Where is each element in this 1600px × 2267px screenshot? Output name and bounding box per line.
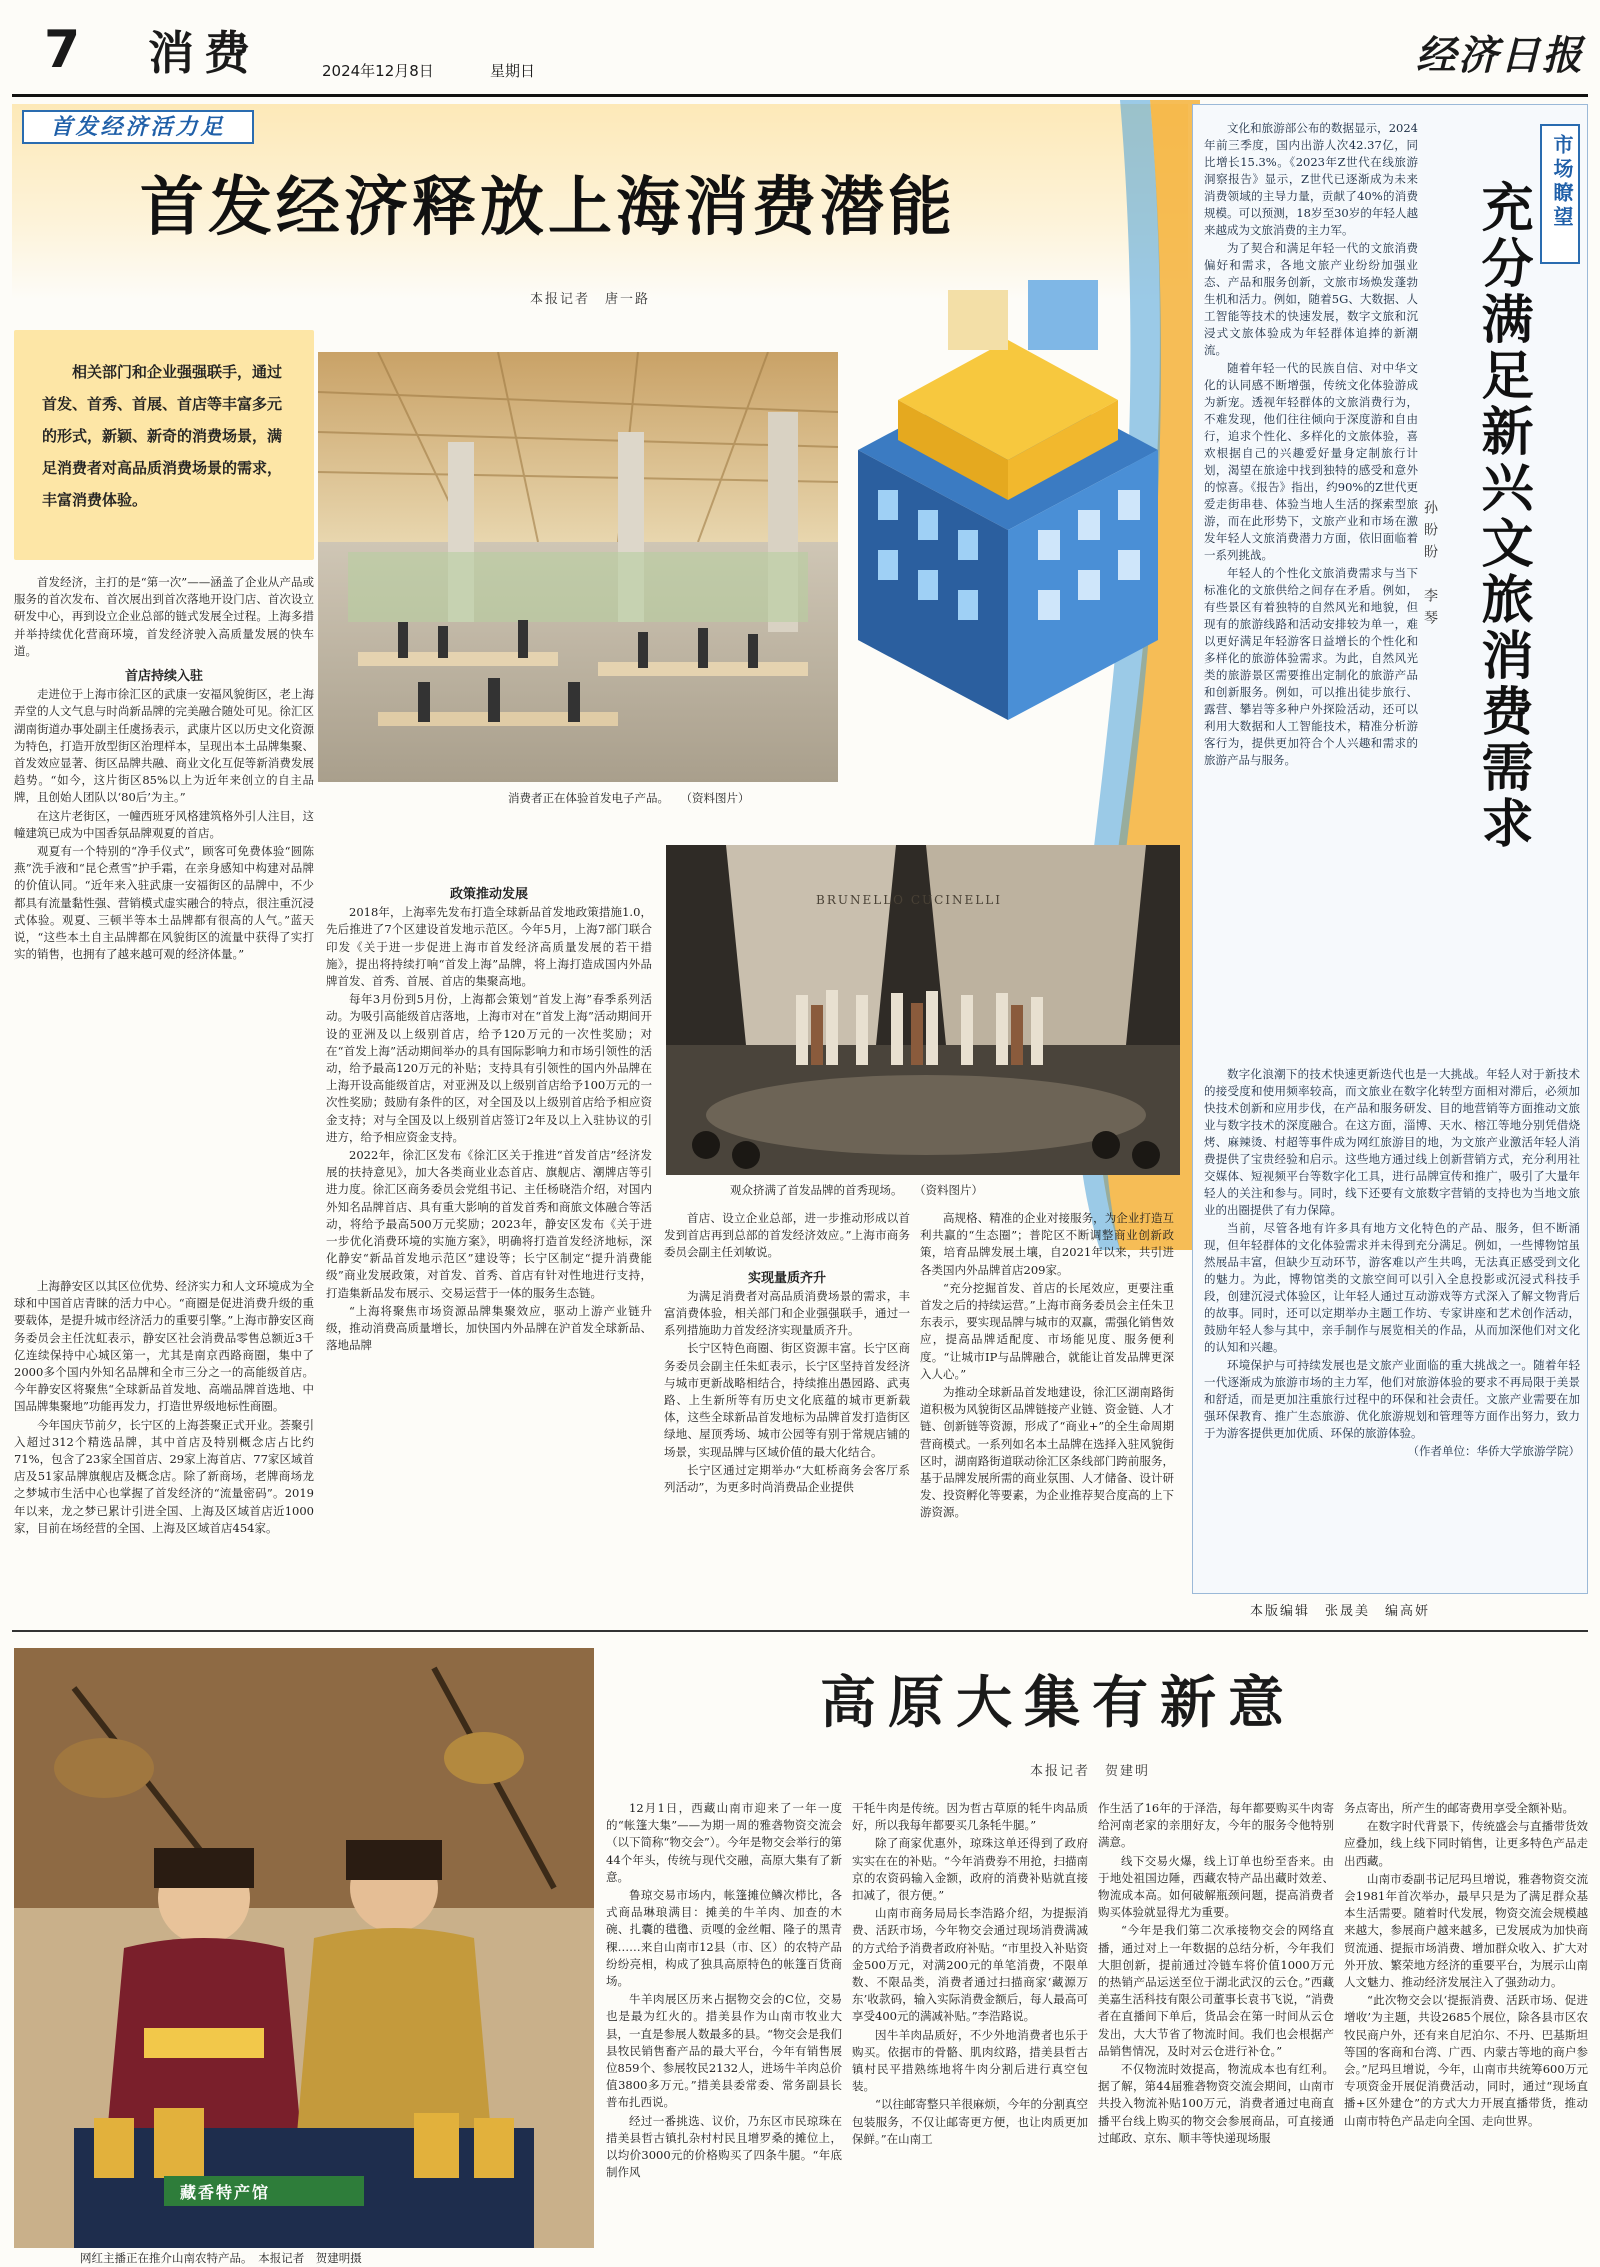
paragraph: 年轻人的个性化文旅消费需求与当下标准化的文旅供给之间存在矛盾。例如，有些景区有着独特的自然风光和地貌，但现有的旅游线路和活动安排较为单一，难以更好满足年轻游客日益增长的个性化和多样化的旅游体验需求。为此，自然风光类的旅游景区需要推出定制化的旅游产品和创新服务。例如，可以推出徒步旅行、露营、攀岩等多种户外探险活动，还可以利用大数据和人工智能技术，精准分析游客行为，提供更加符合个人兴趣和需求的旅游产品与服务。 [1204,566,1418,767]
paragraph: 在这片老街区，一幢西班牙风格建筑格外引人注目，这幢建筑已成为中国香氛品牌观夏的首店。 [14,808,314,840]
section-heading-policy: 政策推动发展 [449,887,528,902]
isometric-illustration [838,250,1178,770]
page-editors: 本版编辑 张晟美 编高妍 [1250,1604,1431,1619]
second-article-column-2 [852,1800,1088,2260]
paragraph: “此次物交会以‘提振消费、活跃市场、促进增收’为主题，共设2685个展位，除各县市区农牧民商户外，还有来自尼泊尔、不丹、巴基斯坦等国的客商和台湾、广西、内蒙古等地的商户参会。”尼玛旦增说，今年，山南市共统筹600万元专项资金开展促消费活动，同时，通过“现场直播+区外建仓”的方式大力开展直播带货，推动山南市特色产品走向全国、走向世界。 [1344,1993,1588,2128]
photo-fashion-show [666,845,1180,1175]
second-article-byline: 本报记者 贺建明 [1030,1764,1151,1779]
paragraph: 随着年轻一代的民族自信、对中华文化的认同感不断增强，传统文化体验游成为新宠。透视年轻群体的文旅消费行为，不难发现，他们往往倾向于深度游和自由行，追求个性化、多样化的文旅体验，喜欢根据自己的兴趣爱好量身定制旅行计划，渴望在旅途中找到独特的感受和意外的惊喜。《报告》指出，约90%的Z世代更爱走街串巷、体验当地人生活的探索型旅游，而在此形势下，文旅产业和市场在激发年轻人文旅消费潜力方面，依旧面临着一系列挑战。 [1204,361,1418,562]
article-headline: 首发经济释放上海消费潜能 [140,171,956,245]
paragraph: 为推动全球新品首发地建设，徐汇区湖南路街道积极为风貌街区品牌链接产业链、资金链、人才链、创新链等资源，形成了“商业+”的全生命周期营商模式。一系列如名本土品牌在选择入驻风貌街区时，湖南路街道联动徐汇区条线部门跨前服务，基于品牌发展所需的商业氛围、人才储备、设计研发、投资孵化等要素，为企业推荐契合度高的上下游资源。 [920,1385,1174,1520]
paragraph: 作生活了16年的于泽浩，每年都要购买牛肉寄给河南老家的亲朋好友，今年的服务令他特别满意。 [1098,1801,1334,1850]
paragraph: 上海静安区以其区位优势、经济实力和人文环境成为全球和中国首店青睐的活力中心。“商圈是促进消费升级的重要载体，是提升城市经济活力的重要引擎。”上海市静安区商务委员会主任沈虹表示，静安区社会消费品零售总额近3千亿连续保持中心城区第一，尤其是南京西路商圈，集中了2000多个国内外知名品牌和全市三分之一的高能级首店。今年静安区将聚焦“全球新品首发地、高端品牌首选地、中国品牌集聚地”功能再发力，打造世界级地标性商圈。 [14,1279,314,1414]
section-name: 消费 [148,26,260,80]
paper-name: 经济日报 [1416,32,1584,79]
side-column-text-top [1204,120,1418,1060]
isometric-building [838,250,1178,770]
side-column-author: 孙盼盼 李琴 [1422,500,1438,632]
paragraph: 每年3月份到5月份，上海都会策划“首发上海”春季系列活动。为吸引高能级首店落地，上海市对在“首发上海”活动期间开设的亚洲及以上级别首店，给予120万元的一次性奖励；对在“首发上海”活动期间举办的具有国际影响力和市场引领性的活动，给予最高120万元的补贴；支持具有引领性的国内外品牌在上海开设高能级首店，对亚洲及以上级别首店给予100万元的一次性奖励；鼓励有条件的区，对全国及以上级别首店给予相应资金支持；对与全国及以上级别首店签订2年及以上入驻协议的引进方，给予相应资金支持。 [326,992,652,1144]
paragraph: 牛羊肉展区历来占据物交会的C位，交易也是最为红火的。措美县作为山南市牧业大县，一直是参展人数最多的县。“物交会是我们县牧民销售畜产品的最大平台，今年有销售展位859个、参展牧民2132人，进场牛羊肉总价值3800多万元。”措美县委常委、常务副县长普布扎西说。 [606,1992,842,2110]
paragraph: 2022年，徐汇区发布《徐汇区关于推进“首发首店”经济发展的扶持意见》，加大各类商业业态首店、旗舰店、潮牌店等引进力度。徐汇区商务委员会党组书记、主任杨晓浩介绍，对国内外知名品牌首店、具有重大影响的首发首秀和商旅文体融合等活动，将给予最高500万元奖励；2023年，静安区发布《关于进一步优化消费环境的实施方案》，明确将打造首发经济地标，深化静安“新品首发地示范区”建设等；长宁区制定“提升消费能级”商业发展政策，对首发、首秀、首店有针对性地进行支持，打造集新品发布展示、交易运营于一体的服务生态链。 [326,1148,652,1300]
paragraph: 当前，尽管各地有许多具有地方文化特色的产品、服务，但不断涌现，但年轻群体的文化体验需求并未得到充分满足。例如，一些博物馆虽然展品丰富，但缺少互动环节，游客难以产生共鸣，无法真正感受到文化的魅力。为此，博物馆类的文旅空间可以引入全息投影或沉浸式科技手段，创建沉浸式体验区，让年轻人通过互动游戏等方式深入了解文物背后的故事。同时，还可以定期举办主题工作坊、专家讲座和艺术创作活动，鼓励年轻人参与其中，亲手制作与展览相关的作品，从而加深他们对文化的认知和兴趣。 [1204,1221,1580,1354]
photo-livestream-caption: 网红主播正在推介山南农特产品。 本报记者 贺建明摄 [80,2251,362,2265]
paragraph: 干牦牛肉是传统。因为哲古草原的牦牛肉品质好，所以我每年都要买几条牦牛腿。” [852,1801,1088,1833]
article-column-2 [326,878,652,1598]
paragraph: 鲁琼交易市场内，帐篷摊位鳞次栉比，各式商品琳琅满目：摊美的牛羊肉、加查的木碗、扎囊的氆氇、贡嘎的金丝帽、隆子的黑青稞……来自山南市12县（市、区）的农特产品纷纷亮相，构成了独具高原特色的帐篷百货商场。 [606,1888,842,1989]
shop-sign: 藏香特产馆 [180,2183,271,2202]
paragraph: 长宁区特色商圈、街区资源丰富。长宁区商务委员会副主任朱虹表示，长宁区坚持首发经济与城市更新战略相结合，持续推出愚园路、武夷路、上生新所等有历史文化底蕴的城市更新载体，这些全球新品首发地标为品牌首发打造街区绿地、屋顶秀场、城市公园等有别于常规店铺的场景，实现品牌与区域价值的最大化结合。 [664,1341,910,1459]
paragraph: 12月1日，西藏山南市迎来了一年一度的“帐篷大集”——为期一周的雅砻物资交流会（以下简称“物交会”）。今年是物交会举行的第44个年头，传统与现代交融，高原大集有了新意。 [606,1801,842,1884]
paragraph: “以往邮寄整只羊很麻烦，今年的分割真空包装服务，不仅让邮寄更方便，也让肉质更加保鲜。”在山南工 [852,2097,1088,2146]
paragraph: “今年是我们第二次承接物交会的网络直播，通过对上一年数据的总结分析，今年我们大胆创新，提前通过冷链车将价值1000万元的热销产品运送至位于湖北武汉的云仓。”西藏美嘉生活科技有限公司董事长袁书飞说，“消费者在直播间下单后，货品会在第一时间从云仓发出，大大节省了物流时间。我们也会根据产品销售情况，及时对云仓进行补仓。” [1098,1923,1334,2058]
second-article-column-3 [1098,1800,1334,2260]
paragraph: 今年国庆节前夕，长宁区的上海荟聚正式开业。荟聚引入超过312个精选品牌，其中首店及特别概念店占比约71%，包含了23家全国首店、29家上海首店、77家区域首店及51家品牌旗舰店及概念店。除了新商场，老牌商场龙之梦城市生活中心也掌握了首发经济的“流量密码”。2019年以来，龙之梦已累计引进全国、上海及区域首店近1000家，目前在场经营的全国、上海及区域首店454家。 [14,1417,314,1535]
side-column-title: 充分满足新兴文旅消费需求 [1472,180,1532,852]
photo-fashion-caption: 观众挤满了首发品牌的首秀现场。 （资料图片） [730,1183,983,1197]
article-column-3 [664,1210,910,1600]
paragraph: 首店、设立企业总部，进一步推动形成以首发到首店再到总部的首发经济效应。”上海市商务委员会副主任刘敏说。 [664,1211,910,1260]
brand-sign: BRUNELLO CUCINELLI [816,893,1002,907]
paragraph: 观夏有一个特别的“净手仪式”，顾客可免费体验“圆陈燕”洗手液和“昆仑煮雪”护手霜，在亲身感知中构建对品牌的价值认同。“近年来入驻武康一安福街区的品牌中，不少都具有流量黏性强、营销模式虚实融合的特点，很注重沉浸式体验。观夏、三顿半等本土品牌都有很高的人气。”蓝天说，“这些本土自主品牌都在风貌街区的流量中获得了实打实的销售，也拥有了越来越可观的经济体量。” [14,844,314,962]
masthead-rule [12,94,1588,97]
photo-store-caption: 消费者正在体验首发电子产品。 （资料图片） [508,791,750,805]
photo-store-interior [318,352,838,782]
store-illustration [318,352,838,782]
paragraph: 高规格、精准的企业对接服务，为企业打造互利共赢的“生态圈”；普陀区不断调整商业创新政策，培育品牌发展土壤，自2021年以来，共引进各类国内外品牌首店209家。 [920,1211,1174,1277]
paragraph: 为满足消费者对高品质消费场景的需求，丰富消费体验，相关部门和企业强强联手，通过一系列措施助力首发经济实现量质齐升。 [664,1288,910,1338]
paragraph: 长宁区通过定期举办“大虹桥商务会客厅系列活动”，为更多时尚消费品企业提供 [664,1462,910,1495]
paragraph: 环境保护与可持续发展也是文旅产业面临的重大挑战之一。随着年轻一代逐渐成为旅游市场的主力军，他们对旅游体验的要求不再局限于美景和舒适，而是更加注重旅行过程中的环保和社会责任。文旅产业需要在加强环保教育、推广生态旅游、优化旅游规划和管理等方面作出努力，致力于为游客提供更加优质、环保的旅游体验。 [1204,1358,1580,1440]
lead-text: 相关部门和企业强强联手，通过首发、首秀、首展、首店等丰富多元的形式，新颖、新奇的消费场景，满足消费者对高品质消费场景的需求，丰富消费体验。 [42,363,283,509]
lead-box [14,330,314,560]
photo-livestream-hosts [14,1648,594,2248]
column-tag-label: 首发经济活力足 [50,114,226,140]
side-column-text-bottom [1204,1066,1580,1566]
paragraph: 为了契合和满足年轻一代的文旅消费偏好和需求，各地文旅产业纷纷加强业态、产品和服务创新，文旅市场焕发蓬勃生机和活力。例如，随着5G、大数据、人工智能等技术的快速发展，数字文旅和沉浸式文旅体验成为年轻群体追捧的新潮流。 [1204,241,1418,357]
section-heading-first-stores: 首店持续入驻 [124,669,203,685]
author-affiliation: （作者单位：华侨大学旅游学院） [1407,1444,1580,1458]
article-intro-column [14,574,314,1274]
paragraph: 山南市委副书记尼玛旦增说，雅砻物资交流会1981年首次举办，最早只是为了满足群众基本生活需要。随着时代发展，物资交流会规模越来越大，参展商户越来越多，已发展成为加快商贸流通、提振市场消费、增加群众收入、扩大对外开放、繁荣地方经济的重要平台，为展示山南人文魅力、推动经济发展注入了强劲动力。 [1344,1871,1588,1990]
paragraph: 走进位于上海市徐汇区的武康一安福风貌街区，老上海弄堂的人文气息与时尚新品牌的完美融合随处可见。徐汇区湖南街道办事处副主任虞扬表示，武康片区以历史文化资源为特色，打造开放型街区治理样本，呈现出本土品牌集聚、首发效应显著、街区品牌共融、商业文化互促等新消费发展趋势。“如今，这片街区85%以上为近年来创立的自主品牌，且创始人团队以‘80后’为主。” [14,687,314,805]
paragraph: “上海将聚焦市场资源品牌集聚效应，驱动上游产业链升级，推动消费高质量增长，加快国内外品牌在沪首发全球新品、落地品牌 [326,1303,652,1353]
side-column-tag [1540,124,1580,264]
paragraph: 线下交易火爆，线上订单也纷至沓来。由于地处祖国边陲，西藏农特产品出藏时效差、物流成本高。如何破解瓶颈问题，提高消费者购买体验就显得尤为重要。 [1098,1853,1334,1920]
second-article-headline: 高原大集有新意 [820,1670,1296,1736]
paragraph: 2018年，上海率先发布打造全球新品首发地政策措施1.0，先后推进了7个区建设首发地示范区。今年5月，上海7部门联合印发《关于进一步促进上海市首发经济高质量发展的若干措施》，提出将持续打响“首发上海”品牌，将上海打造成国内外品牌首发、首秀、首展、首店的集聚高地。 [326,905,652,989]
second-article-column-1 [606,1800,842,2260]
paragraph: 文化和旅游部公布的数据显示，2024年前三季度，国内出游人次42.37亿，同比增长15.3%。《2023年Z世代在线旅游洞察报告》显示，Z世代已逐渐成为未来消费领域的主导力量，贡献了40%的消费规模。可以预测，18岁至30岁的年轻人越来越成为文旅消费的主力军。 [1204,121,1418,237]
paragraph: 山南市商务局局长李浩路介绍，为提振消费、活跃市场，今年物交会通过现场消费满减的方式给予消费者政府补贴。“市里投入补贴资金500万元，对满200元的单笔消费，不限单数、不限品类，消费者通过扫描商家‘藏源万东’收款码，输入实际消费金额后，每人最高可享受400元的满减补贴。”李浩路说。 [852,1906,1088,2024]
paragraph: 因牛羊肉品质好，不少外地消费者也乐于购买。依据市的骨骼、肌肉纹路，措美县哲古镇村民平措熟练地将牛肉分割后进行真空包装。 [852,2027,1088,2094]
page-number: 7 [44,20,81,80]
intro-paragraph: 首发经济，主打的是“第一次”——涵盖了企业从产品或服务的首次发布、首次展出到首次落地开设门店、首次设立研发中心，再到设立企业总部的链式发展全过程。上海多措并举持续优化营商环境，首发经济驶入高质量发展的快车道。 [14,575,314,658]
side-column-tag-label: 市场瞭望 [1550,134,1574,230]
article-column-1b [14,1278,314,1598]
paragraph: “充分挖掘首发、首店的长尾效应，更要注重首发之后的持续运营。”上海市商务委员会主任朱卫东表示，要实现品牌与城市的双赢，需强化销售效应，提高品牌适配度、市场能见度、服务便利度。“让城市IP与品牌融合，就能让首发品牌更深入人心。” [920,1280,1174,1381]
section-divider [12,1630,1588,1632]
paragraph: 务点寄出，所产生的邮寄费用享受全额补贴。 [1344,1801,1574,1815]
article-byline: 本报记者 唐一路 [530,292,651,307]
column-tag [22,110,254,144]
livestream-illustration [14,1648,594,2248]
article-column-4 [920,1210,1174,1600]
paragraph: 在数字时代背景下，传统盛会与直播带货效应叠加，线上线下同时销售，让更多特色产品走出西藏。 [1344,1819,1588,1868]
second-article-column-4 [1344,1800,1588,2260]
paragraph: 不仅物流时效提高，物流成本也有红利。据了解，第44届雅砻物资交流会期间，山南市共投入物流补贴100万元，消费者通过电商直播平台线上购买的物交会参展商品，可直接通过邮政、京东、顺丰等快递现场服 [1098,2062,1334,2145]
section-heading-quality: 实现量质齐升 [747,1270,826,1286]
paragraph: 经过一番挑选、议价，乃东区市民琼珠在措美县哲古镇扎杂村村民且增罗桑的摊位上，以均价3000元的价格购买了四条牛腿。“年底制作风 [606,2113,842,2180]
paragraph: 除了商家优惠外，琼珠这单还得到了政府实实在在的补贴。“今年消费券不用抢，扫描南京的农资码输入金额，政府的消费补贴就直接扣减了，很方便。” [852,1836,1088,1903]
issue-weekday: 星期日 [490,62,536,80]
paragraph: 数字化浪潮下的技术快速更新迭代也是一大挑战。年轻人对于新技术的接受度和使用频率较高，而文旅业在数字化转型方面相对滞后，必须加快技术创新和应用步伐，在产品和服务研发、目的地营销等方面推动文旅业与数字技术的深度融合。在这方面，淄博、天水、榕江等地分别凭借烧烤、麻辣烫、村超等事件成为网红旅游目的地，为文旅产业激活年轻人消费提供了宝贵经验和启示。这些地方通过线上创新营销方式，充分利用社交媒体、短视频平台等数字化工具，进行品牌宣传和推广，吸引了大量年轻人的关注和参与。同时，线下还要有文旅数字营销的支持也为当地文旅业的出圈提供了有力保障。 [1204,1067,1580,1217]
issue-date: 2024年12月8日 [322,62,434,80]
masthead [0,0,1600,96]
